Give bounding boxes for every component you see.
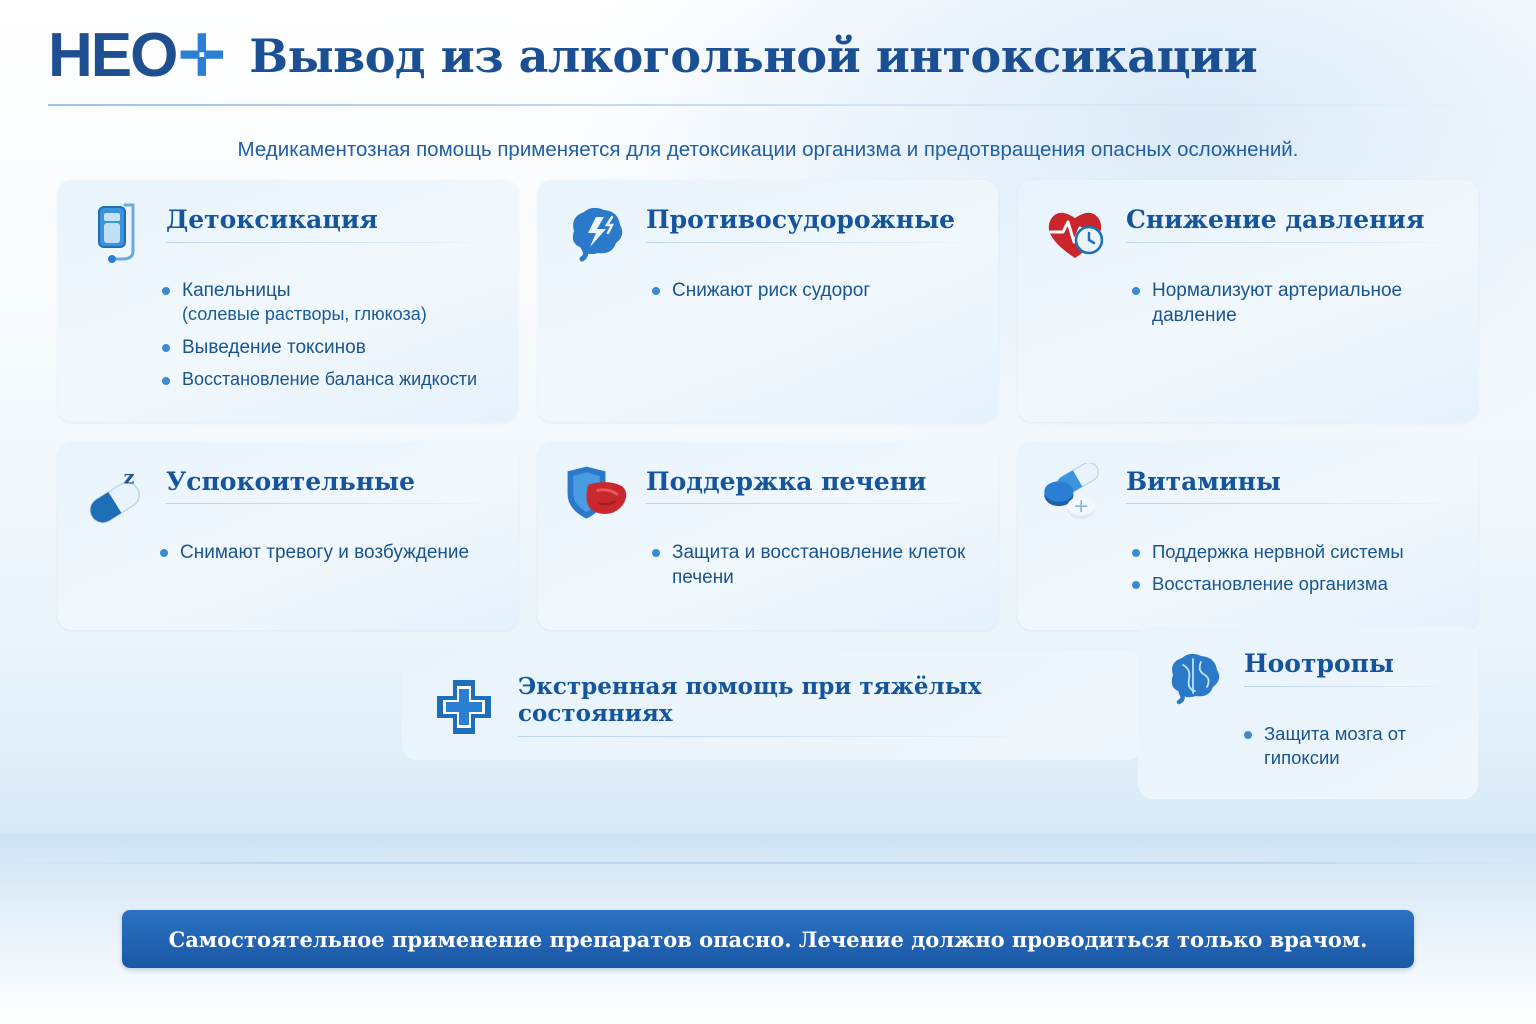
list-item: Поддержка нервной системы	[1132, 540, 1456, 564]
card-title: Снижение давления	[1126, 205, 1425, 234]
card-bullets	[560, 540, 976, 590]
card-title-wrap	[1126, 462, 1456, 505]
list-item: Защита и восстановление клеток печени	[652, 540, 976, 590]
card-liver-support	[538, 442, 998, 630]
card-title: Поддержка печени	[646, 466, 927, 496]
title-divider	[1244, 686, 1458, 687]
card-header	[1040, 462, 1456, 528]
medical-cross-icon	[428, 672, 500, 738]
card-title-wrap	[166, 200, 496, 243]
list-item	[162, 278, 496, 327]
list-item: Выведение токсинов	[162, 335, 496, 360]
card-title: Успокоительные	[166, 466, 416, 496]
list-item: Снимают тревогу и возбуждение	[160, 540, 496, 565]
emergency-divider	[518, 736, 1038, 737]
card-title-wrap	[1126, 200, 1456, 243]
card-header	[80, 200, 496, 266]
brand-plus-icon: ✛	[178, 24, 224, 87]
sleeping-pill-icon	[80, 462, 152, 528]
card-bullets	[80, 540, 496, 565]
card-bullets	[1158, 722, 1458, 771]
list-item: Восстановление баланса жидкости	[162, 368, 496, 392]
brand-name: HEO	[48, 21, 177, 90]
header-divider	[48, 104, 1488, 106]
list-item: Снижают риск судорог	[652, 278, 976, 303]
title-divider	[646, 503, 976, 504]
card-title: Витамины	[1126, 466, 1281, 496]
card-bullets	[1040, 278, 1456, 328]
card-header	[560, 462, 976, 528]
footer-warning-text: Самостоятельное применение препаратов опасно. Лечение должно проводиться только врачом.	[168, 926, 1368, 952]
emergency-banner	[402, 650, 1142, 760]
list-item: Защита мозга от гипоксии	[1244, 722, 1458, 771]
card-nootropics	[1138, 626, 1478, 799]
brain-icon	[1158, 644, 1230, 710]
title-divider	[646, 242, 976, 243]
card-title-wrap	[646, 200, 976, 243]
title-divider	[166, 242, 496, 243]
card-title-wrap	[646, 462, 976, 505]
page-title: Вывод из алкогольной интоксикации	[249, 29, 1258, 83]
card-title: Противосудорожные	[646, 205, 956, 234]
brand-logo	[48, 21, 224, 90]
card-header	[1040, 200, 1456, 266]
title-divider	[1126, 242, 1456, 243]
bullet-text: Капельницы	[182, 280, 291, 301]
card-title: Ноотропы	[1244, 649, 1394, 678]
card-sedatives	[58, 442, 518, 630]
cards-grid	[58, 180, 1478, 630]
card-title: Детоксикация	[166, 205, 378, 234]
title-divider	[166, 503, 496, 504]
card-bullets	[80, 278, 496, 392]
card-header	[1158, 644, 1458, 710]
list-item: Восстановление организма	[1132, 572, 1456, 596]
emergency-text-wrap	[518, 673, 1116, 737]
svg-text:z: z	[123, 466, 135, 489]
title-divider	[1126, 503, 1456, 504]
card-header	[560, 200, 976, 266]
card-detox	[58, 180, 518, 422]
card-title-wrap	[1244, 644, 1458, 687]
bullet-subnote: (солевые растворы, глюкоза)	[182, 304, 427, 325]
card-blood-pressure	[1018, 180, 1478, 422]
capsules-icon	[1040, 462, 1112, 528]
card-bullets	[560, 278, 976, 303]
card-header	[80, 462, 496, 528]
card-title-wrap	[166, 462, 496, 505]
brain-lightning-icon	[560, 200, 632, 266]
card-bullets	[1040, 540, 1456, 597]
heart-pressure-icon	[1040, 200, 1112, 266]
liver-shield-icon	[560, 462, 632, 528]
card-anticonvulsants	[538, 180, 998, 422]
card-vitamins	[1018, 442, 1478, 630]
header	[0, 0, 1536, 112]
list-item: Нормализуют артериальное давление	[1132, 278, 1456, 328]
subtitle: Медикаментозная помощь применяется для детоксикации организма и предотвращения опасных осложнений.	[237, 138, 1299, 161]
iv-drip-icon	[80, 200, 152, 266]
footer-warning-bar	[122, 910, 1414, 968]
emergency-text: Экстренная помощь при тяжёлых состояниях	[518, 672, 982, 727]
